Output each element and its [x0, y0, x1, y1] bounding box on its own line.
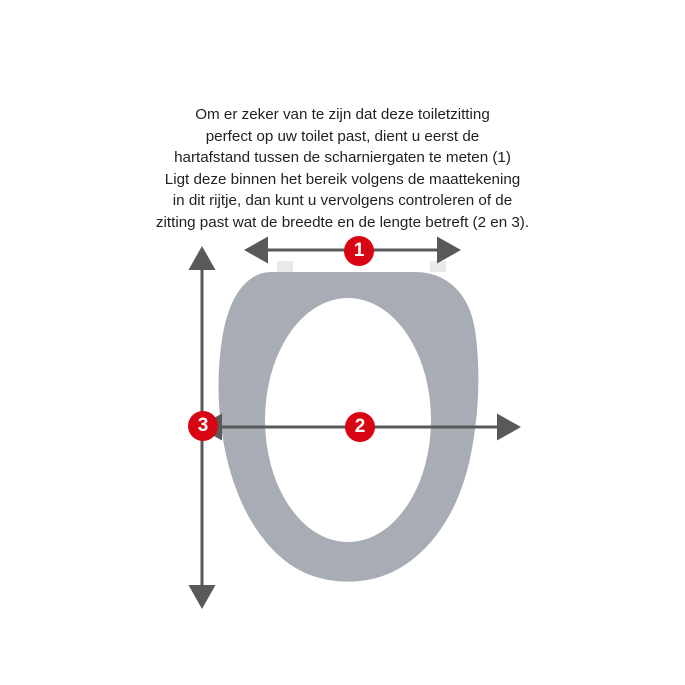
instruction-line: hartafstand tussen de scharniergaten te meten (1) [174, 149, 511, 166]
badge-2: 2 [345, 412, 375, 442]
instruction-line: Om er zeker van te zijn dat deze toiletzitting [195, 106, 490, 123]
instruction-line: in dit rijtje, dan kunt u vervolgens controleren of de [172, 192, 513, 209]
hinge-pad-right [430, 261, 446, 272]
badge-3: 3 [188, 411, 218, 441]
instruction-line: perfect op uw toilet past, dient u eerst de [205, 127, 480, 145]
badge-1: 1 [344, 236, 374, 266]
instruction-line: zitting past wat de breedte en de lengte betreft (2 en 3). [155, 213, 530, 231]
instruction-line: Ligt deze binnen het bereik volgens de maattekening [164, 170, 521, 188]
hinge-pad-left [277, 261, 293, 272]
